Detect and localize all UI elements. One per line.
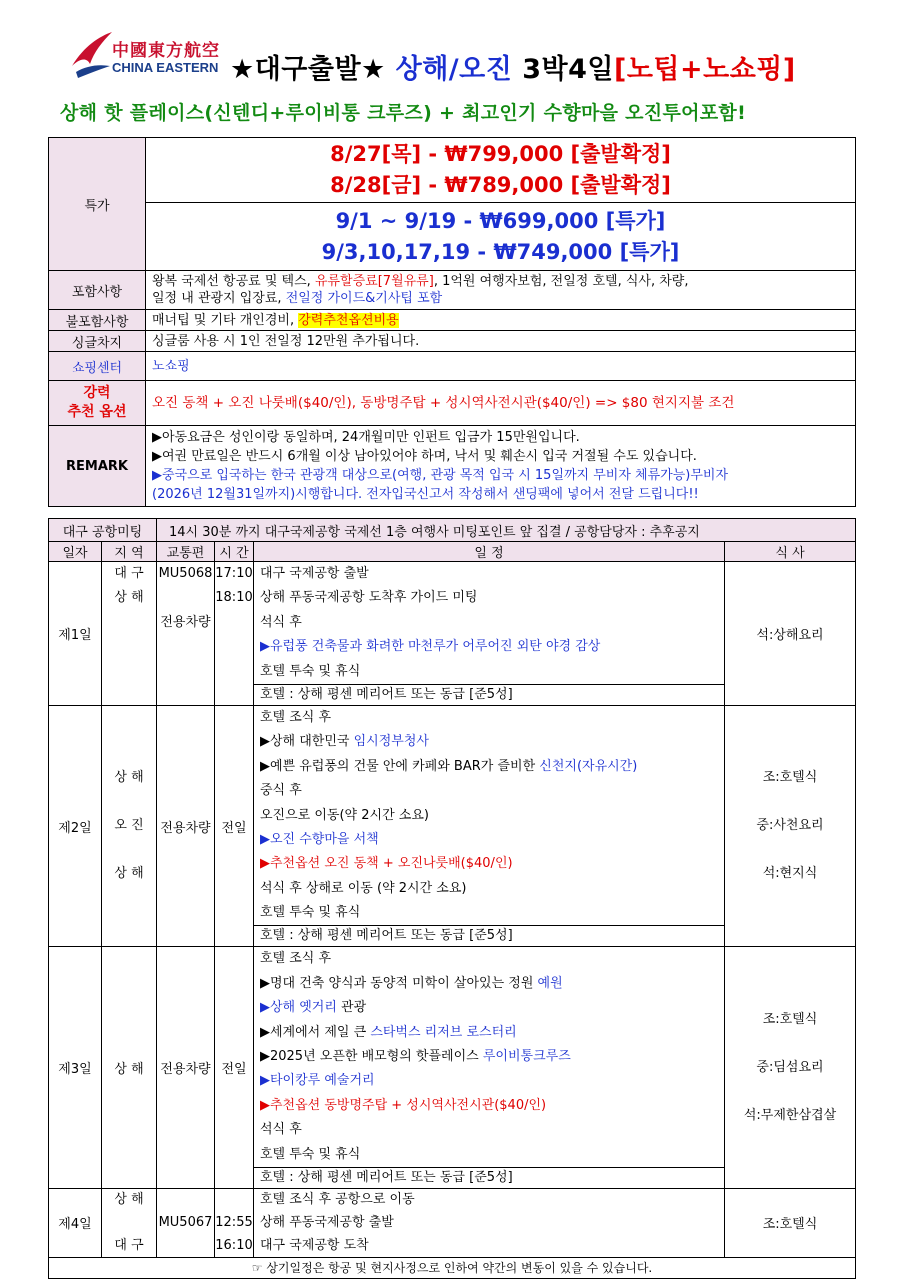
day4-regions: 상 해 대 구 [102, 1188, 157, 1257]
day1-hotel: 호텔 : 상해 평센 메리어트 또는 동급 [준5성] [254, 684, 724, 705]
excluded-label: 불포함사항 [49, 310, 146, 331]
footer-row [49, 1257, 856, 1278]
price-block-confirmed [146, 138, 856, 203]
title-part-condition: [노팁+노쇼핑] [613, 54, 796, 85]
day4-schedule: 호텔 조식 후 공항으로 이동 상해 푸동국제공항 출발 대구 국제공항 도착 [254, 1188, 725, 1257]
remark-text [146, 426, 856, 507]
day1-schedule: 대구 국제공항 출발 상해 푸동국제공항 도착후 가이드 미팅 석식 후 ▶유럽풍 건축물과 화려한 마천루가 어루어진 외탄 야경 감상 호텔 투숙 및 휴식 호텔 : 상해 평센 메리어트 또는 동급 [준5성] [254, 562, 725, 706]
included-label: 포함사항 [49, 271, 146, 310]
day3-schedule: 호텔 조식 후 ▶명대 건축 양식과 동양적 미학이 살아있는 정원 예원 ▶상해 옛거리 관광 ▶세계에서 제일 큰 스타벅스 리저브 로스터리 ▶2025년 오픈한 배모형의 핫플레이스 루이비통크루즈 ▶타이캉루 예술거리 ▶추천옵션 동방명주탑 + 성시역사전시관($40/인) 석식 후 호텔 투숙 및 휴식 호텔 : 상해 평센 메리어트 또는 동급 [준5성] [254, 947, 725, 1189]
single-charge-label: 싱글차지 [49, 331, 146, 352]
shopping-label: 쇼핑센터 [49, 352, 146, 381]
itinerary-table [48, 518, 856, 1279]
single-charge-text: 싱글룸 사용 시 1인 전일정 12만원 추가됩니다. [146, 331, 856, 352]
remark-line-4: (2026년 12월31일까지)시행합니다. 전자입국신고서 작성해서 샌딩팩에 넣어서 전달 드립니다!! [152, 487, 699, 502]
day-label: 제2일 [49, 705, 102, 947]
day2-regions: 상 해 오 진 상 해 [102, 705, 157, 947]
option-label: 강력 추천 옵션 [49, 381, 146, 426]
meeting-label: 대구 공항미팅 [49, 519, 157, 542]
day3-hotel: 호텔 : 상해 평센 메리어트 또는 동급 [준5성] [254, 1167, 724, 1188]
swallow-logo-icon [66, 26, 114, 84]
day2-hotel: 호텔 : 상해 평센 메리어트 또는 동급 [준5성] [254, 925, 724, 946]
footer-note: ☞ 상기일정은 항공 및 현지사정으로 인하여 약간의 변동이 있을 수 있습니다. [49, 1257, 856, 1278]
title-part-duration: 3박4일 [522, 54, 614, 85]
day2-transport: 전용차량 [157, 705, 215, 947]
title-part-destination: 상해/오진 [395, 54, 523, 85]
day4-meals: 조:호텔식 [725, 1188, 856, 1257]
day-label: 제1일 [49, 562, 102, 706]
day4-times: 12:55 16:10 [215, 1188, 254, 1257]
page-title [230, 47, 796, 86]
day-label: 제4일 [49, 1188, 102, 1257]
day2-schedule: 호텔 조식 후 ▶상해 대한민국 임시정부청사 ▶예쁜 유럽풍의 건물 안에 카페와 BAR가 즐비한 신천지(자유시간) 중식 후 오진으로 이동(약 2시간 소요) ▶오진 수향마을 서책 ▶추천옵션 오진 동책 + 오진나룻배($40/인) 석식 후 상해로 이동 (약 2시간 소요) 호텔 투숙 및 휴식 호텔 : 상해 평센 메리어트 또는 동급 [준5성] [254, 705, 725, 947]
brand-name-cn: 中國東方航空 [112, 41, 220, 61]
page-subtitle: 상해 핫 플레이스(신텐디+루이비통 크루즈) + 최고인기 수향마을 오진투어포함! [60, 102, 747, 124]
price-line-1: 8/27[목] - ₩799,000 [출발확정] [330, 142, 671, 167]
day1-meals: 석:상해요리 [725, 562, 856, 706]
remark-label: REMARK [49, 426, 146, 507]
excluded-text: 매너팁 및 기타 개인경비, 강력추천옵션비용 [146, 310, 856, 331]
day2-meals: 조:호텔식 중:사천요리 석:현지식 [725, 705, 856, 947]
meeting-text: 14시 30분 까지 대구국제공항 국제선 1층 여행사 미팅포인트 앞 집결 / 공항담당자 : 추후공지 [157, 519, 856, 542]
price-line-4: 9/3,10,17,19 - ₩749,000 [특가] [321, 239, 680, 264]
price-label: 특가 [49, 138, 146, 271]
day1-transport: MU5068 전용차량 [157, 562, 215, 706]
remark-line-2: ▶여권 만료일은 반드시 6개월 이상 남아있어야 하며, 낙서 및 훼손시 입국 거절될 수도 있습니다. [152, 449, 697, 464]
day-row-3 [49, 947, 856, 1189]
day-row-1 [49, 562, 856, 706]
day3-time: 전일 [215, 947, 254, 1189]
brand-name-en: CHINA EASTERN [112, 60, 219, 75]
day4-transport: MU5067 [157, 1188, 215, 1257]
day1-regions: 대 구 상 해 [102, 562, 157, 706]
day2-time: 전일 [215, 705, 254, 947]
title-part-origin: ★대구출발★ [230, 54, 396, 85]
remark-line-1: ▶아동요금은 성인이랑 동일하며, 24개월미만 인펀트 입금가 15만원입니다. [152, 430, 580, 445]
col-region: 지 역 [102, 542, 157, 562]
col-day: 일자 [49, 542, 102, 562]
price-block-special [146, 203, 856, 271]
header-row [49, 542, 856, 562]
day-label: 제3일 [49, 947, 102, 1189]
info-table [48, 137, 856, 507]
included-text: 왕복 국제선 항공료 및 텍스, 유류할증료[7월유류], 1억원 여행자보험, 전일정 호텔, 식사, 차량, 일정 내 관광지 입장료, 전일정 가이드&기사팁 포함 [146, 271, 856, 310]
col-transport: 교통편 [157, 542, 215, 562]
price-line-3: 9/1 ~ 9/19 - ₩699,000 [특가] [335, 208, 666, 233]
day-row-2 [49, 705, 856, 947]
price-line-2: 8/28[금] - ₩789,000 [출발확정] [330, 173, 671, 198]
col-schedule: 일 정 [254, 542, 725, 562]
option-text: 오진 동책 + 오진 나룻배($40/인), 동방명주탑 + 성시역사전시관($40/인) => $80 현지지불 조건 [146, 381, 856, 426]
meeting-row [49, 519, 856, 542]
col-time: 시 간 [215, 542, 254, 562]
day3-region: 상 해 [102, 947, 157, 1189]
day3-transport: 전용차량 [157, 947, 215, 1189]
col-meal: 식 사 [725, 542, 856, 562]
shopping-text: 노쇼핑 [146, 352, 856, 381]
remark-line-3: ▶중국으로 입국하는 한국 관광객 대상으로(여행, 관광 목적 입국 시 15일까지 무비자 체류가능)무비자 [152, 468, 729, 483]
day-row-4 [49, 1188, 856, 1257]
day3-meals: 조:호텔식 중:딤섬요리 석:무제한삼겹살 [725, 947, 856, 1189]
day1-times: 17:10 18:10 [215, 562, 254, 706]
